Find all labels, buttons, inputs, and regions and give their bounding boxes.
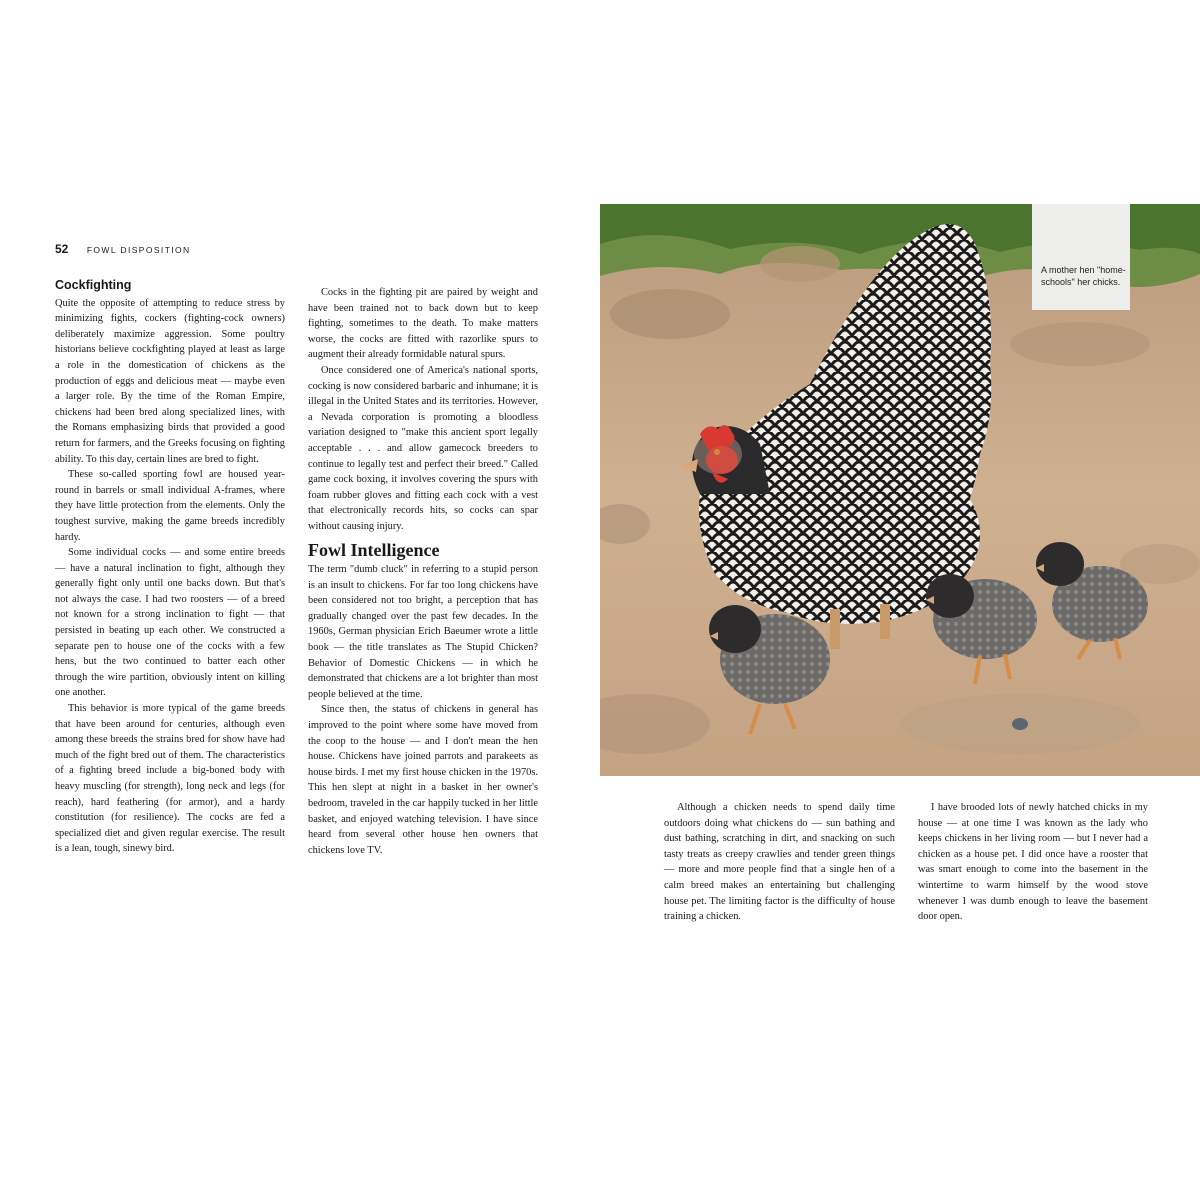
paragraph: Since then, the status of chickens in general has improved to the point where some have moved from the coop to the house — and I don't mean the hen house. Chickens have joined parrots and parakeets as house birds. I met my first house chicken in the 1970s. This hen slept at night in a basket in her owner's bedroom, traveled in the car happily tucked in her little basket, and enjoyed watching television. I have since heard from several other house hen owners that chickens love TV. [308, 704, 538, 856]
paragraph: Once considered one of America's national sports, cocking is now considered barbaric and inhumane; it is illegal in the United States and its territories. However, a Nevada corporation is promoting a bloodless variation designed to "make this ancient sport legally acceptable . . . and allow gamecock breeders to continue to legally test and perfect their breed." Called game cock boxing, it involves covering the spurs with foam rubber gloves and fitting each cock with a vest that electronically records hits, so cocks can spar without causing injury. [308, 364, 538, 532]
paragraph: I have brooded lots of newly hatched chicks in my house — at one time I was known as the lady who keeps chickens in her living room — but I never had a chicken as a house pet. I did once have a rooster that was smart enough to come into the basement in the wintertime to warm himself by the wood stove whenever I was dumb enough to leave the basement door open. [918, 802, 1148, 923]
paragraph: This behavior is more typical of the game breeds that have been around for centuries, although even among these breeds the strains bred for show have had much of the fight bred out of them. The characteristics of a fighting breed include a big-boned body with heavy muscling (for strength), long neck and legs (for reach), hard feathering (for armor), and a hardy constitution (for resilience). The cocks are fed a specialized diet and given regular exercise. The result is a lean, tough, sinewy bird. [55, 703, 285, 855]
cockfighting-subhead: Cockfighting [55, 278, 132, 292]
page-number: 52 [55, 242, 69, 256]
running-head: FOWL DISPOSITION [86, 245, 191, 255]
text-column-3 [664, 800, 895, 925]
photo-caption: A mother hen "home-schools" her chicks. [1041, 265, 1126, 287]
paragraph: These so-called sporting fowl are housed year-round in barrels or small individual A-frames, where they have little protection from the elements. Only the toughest survive, making the game breeds incredibly hardy. [55, 469, 285, 543]
text-column-1 [55, 278, 285, 857]
text-column-2 [308, 285, 538, 858]
page-header [55, 240, 191, 258]
paragraph: Quite the opposite of attempting to reduce stress by minimizing fights, cockers (fighting-cock owners) deliberately maximize aggression. Some poultry historians believe cockfighting played at least as large a role in the domestication of chickens as the production of eggs and delicious meat — maybe even a larger role. By the time of the Roman Empire, chickens had been bred along specialized lines, with the Romans emphasizing birds that provided a good return for farmers, and the Greeks focusing on fighting ability. To this day, certain lines are bred to fight. [55, 297, 285, 465]
paragraph: The term "dumb cluck" in referring to a stupid person is an insult to chickens. For far too long chickens have been considered not too bright, a perception that has gradually changed over the past few decades. In the 1960s, German physician Erich Baeumer wrote a little book — the title translates as The Stupid Chicken? Behavior of Domestic Chickens — in which he demonstrated that chickens are a lot brighter than most people believed at the time. [308, 564, 538, 700]
paragraph: Although a chicken needs to spend daily time outdoors doing what chickens do — sun bathing and dust bathing, scratching in dirt, and snacking on such tasty treats as creepy crawlies and tender green things — more and more people find that a single hen of a calm breed makes an entertaining but challenging house pet. The limiting factor is the difficulty of house training a chicken. [664, 802, 895, 923]
paragraph: Some individual cocks — and some entire breeds — have a natural inclination to fight, although they generally fight only until one backs down. But that's not always the case. I had two roosters — of a breed not known for a strong inclination to fight — that persisted in beating up each other. We constructed a separate pen to house one of the cocks with a few hens, but the two continued to batter each other through the wire partition, obviously intent on killing one another. [55, 547, 285, 699]
fowl-intelligence-heading: Fowl Intelligence [308, 539, 440, 560]
caption-box [1032, 204, 1130, 310]
text-column-4 [918, 800, 1148, 925]
paragraph: Cocks in the fighting pit are paired by weight and have been trained not to back down but to keep fighting, sometimes to the death. To make matters worse, the cocks are fitted with razorlike spurs to augment their already formidable natural spurs. [308, 287, 538, 361]
